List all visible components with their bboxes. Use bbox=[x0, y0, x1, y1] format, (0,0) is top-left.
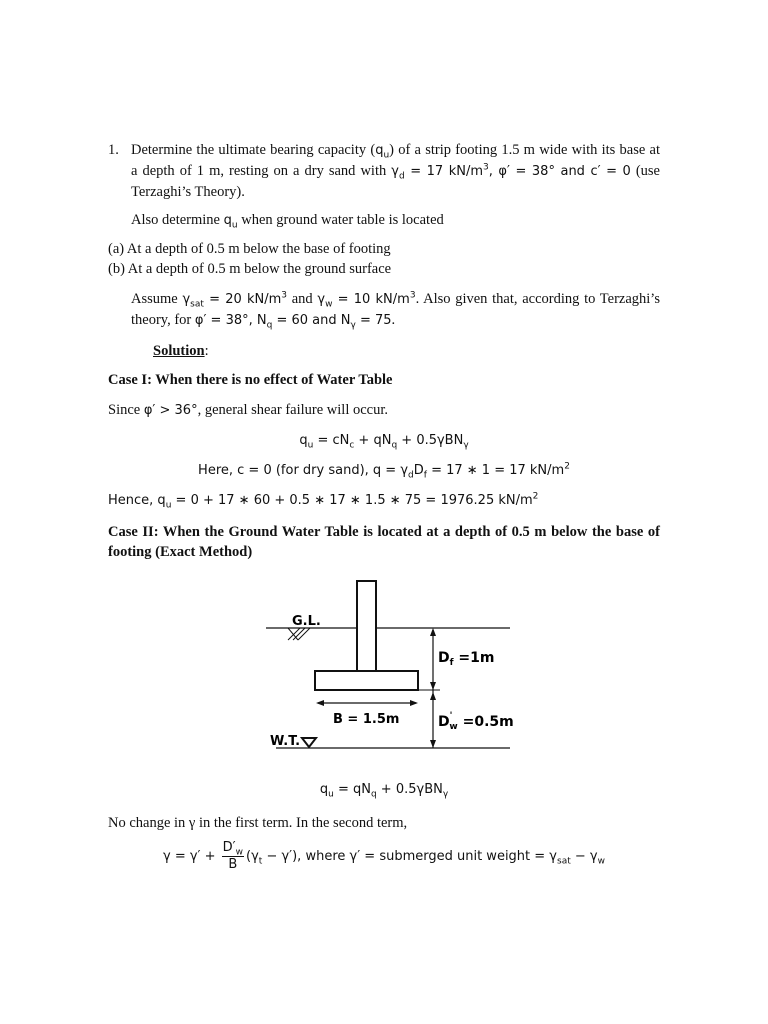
df-label: $D_f =1m$ bbox=[438, 650, 495, 668]
case-2-title: Case II: When the Ground Water Table is located at a depth of 0.5 m below the base of footing (Exact Method) bbox=[108, 524, 660, 560]
case-b-text: (b) At a depth of 0.5 m below the ground surface bbox=[108, 261, 392, 277]
footing-diagram bbox=[0, 570, 768, 800]
equation-case-2: $q_u = qN_q + 0.5\gamma BN_\gamma$ bbox=[319, 782, 449, 800]
gl-label: G.L. bbox=[292, 614, 321, 629]
wt-label: W.T. bbox=[270, 734, 301, 749]
problem-statement: Determine the ultimate bearing capacity $(q_u)$ of a strip footing 1.5 m wide with its base at a depth of 1 m, resting on a dry sand with $\gamma_d = 17$ $kN/m^3$, φ′ = 38° and c′ = 0 (use Terzaghi’s Theory). bbox=[131, 142, 661, 200]
equation-bearing-capacity: $q_u = cN_c + qN_q + 0.5\gamma BN_\gamma$ bbox=[299, 433, 469, 451]
also-determine-text: Also determine $q_u$ when ground water table is located bbox=[131, 212, 444, 231]
solution-heading: Solution: bbox=[153, 343, 209, 359]
problem-number: 1. bbox=[108, 142, 119, 158]
b-label: B = 1.5m bbox=[333, 712, 400, 727]
equation-result: Hence, $q_u = 0 + 17$ ∗ 60 + 0.5 ∗ 17 ∗ 1.5 ∗ 75 = 1976.25 $kN/m^2$ bbox=[108, 491, 539, 511]
no-change-text: No change in γ in the first term. In the second term, bbox=[108, 815, 408, 831]
case-1-title: Case I: When there is no effect of Water Table bbox=[108, 372, 393, 388]
equation-surcharge: Here, c = 0 (for dry sand), $q = \gamma_dD_f = 17$ ∗ 1 = 17 $kN/m^2$ bbox=[198, 461, 570, 481]
footing-base bbox=[315, 671, 418, 690]
dw-label: D' w =0.5m bbox=[438, 711, 514, 732]
equation-unit-weight: γ = γ′ + $\frac{D'_w}{B}$ $(\gamma_t - \gamma')$, where γ′ = submerged unit weight = $\gamma_{sat} - \gamma_w$ bbox=[163, 840, 605, 872]
gl-hatch-marks bbox=[288, 628, 310, 640]
footing-column bbox=[357, 581, 376, 671]
since-text: Since φ′ > 36°, general shear failure will occur. bbox=[108, 402, 389, 418]
case-a-text: (a) At a depth of 0.5 m below the base of footing bbox=[108, 241, 391, 257]
water-table-icon bbox=[302, 738, 316, 747]
assume-text: Assume $\gamma_{sat} = 20$ $kN/m^3$ and $\gamma_w = 10$ $kN/m^3$. Also given that, according to Terzaghi’s theory, for φ′ = 38°, $N_q = 60$ and $N_\gamma = 75$. bbox=[131, 290, 660, 331]
